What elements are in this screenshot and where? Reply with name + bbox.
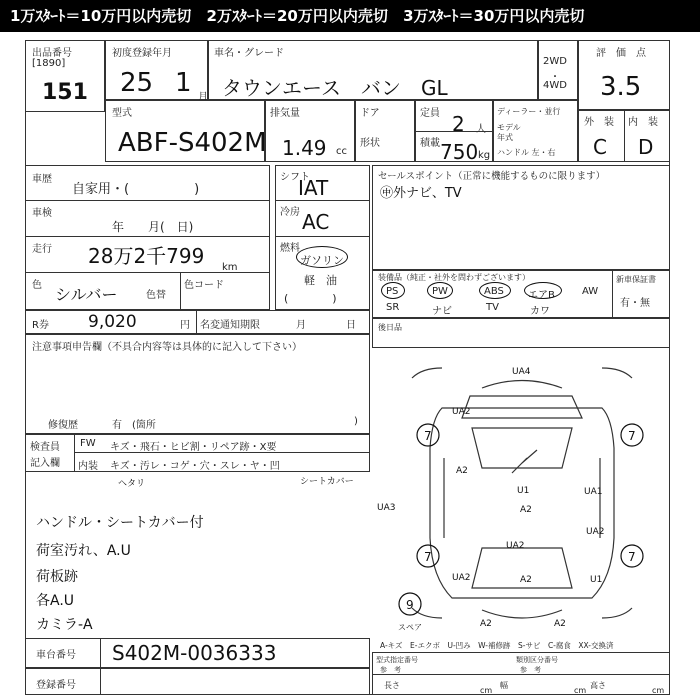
wheel-7-fr: 7 xyxy=(628,429,636,443)
color-code-label: 色コード xyxy=(184,280,224,291)
fuel-gas-circle xyxy=(296,246,348,268)
ac-label: 冷房 xyxy=(280,207,300,218)
shift-value: IAT xyxy=(298,176,329,200)
ref-label-2: 参 考 xyxy=(520,666,541,674)
tax-label: 名変通知期限 xyxy=(200,320,260,331)
dmg-a2-bottom-left: A2 xyxy=(480,619,492,629)
damage-legend: A-キズ E-エクボ U-凹み W-補修跡 S-サビ C-腐食 XX-交換済 xyxy=(380,641,614,650)
dmg-ua2-bottom: UA2 xyxy=(506,541,525,551)
drive-dot: ・ xyxy=(550,72,560,83)
warranty-value: 有・無 xyxy=(620,298,650,309)
inspection-label: 車検 xyxy=(32,208,52,219)
handwritten-line-4: 各A.U xyxy=(36,593,75,609)
equip-abs-circle xyxy=(479,282,511,299)
note-seat-cover: シートカバー xyxy=(300,477,354,487)
width-unit: cm xyxy=(574,686,587,695)
warranty-label: 新車保証書 xyxy=(616,275,656,284)
dmg-ua4: UA4 xyxy=(512,367,531,377)
reg-label: 登録番号 xyxy=(36,680,76,691)
fuel-label: 燃料 xyxy=(280,243,300,254)
repair-label: 修復歴 xyxy=(48,420,78,431)
model-label: 型式 xyxy=(112,108,132,119)
mileage-label: 走行 xyxy=(32,244,52,255)
tax-day: 日 xyxy=(346,320,356,331)
displacement-unit: cc xyxy=(336,146,347,157)
after-box xyxy=(372,318,670,348)
banner-text-1: 1万ｽﾀｰﾄ＝10万円以内売切 xyxy=(10,7,192,25)
drive-4wd: 4WD xyxy=(543,80,567,91)
equip-airbag: エアB xyxy=(528,290,555,301)
shape-label: 形状 xyxy=(360,138,380,149)
displacement-label: 排気量 xyxy=(270,108,300,119)
length-unit: cm xyxy=(480,686,493,695)
chassis-value: S402M-0036333 xyxy=(112,641,277,665)
dmg-a2-lower: A2 xyxy=(520,575,532,585)
height-unit: cm xyxy=(652,686,665,695)
car-name: タウンエース バン GL xyxy=(222,76,448,100)
equip-pw: PW xyxy=(432,286,448,297)
score-label: 評 価 点 xyxy=(596,48,646,59)
dmg-ua3-left: UA3 xyxy=(377,503,396,513)
wheel-7-fl: 7 xyxy=(424,429,432,443)
dealer-label: ディーラー・並行 xyxy=(497,107,561,116)
first-reg-month: 1 xyxy=(175,68,192,98)
load-unit: kg xyxy=(478,150,491,161)
banner-text-3: 3万ｽﾀｰﾄ＝30万円以内売切 xyxy=(403,7,585,25)
dmg-ua1-right: UA1 xyxy=(584,487,603,497)
equip-ps-circle xyxy=(381,282,405,299)
interior-grade: D xyxy=(638,135,654,159)
equip-abs: ABS xyxy=(484,286,504,297)
dmg-a2-center: A2 xyxy=(520,505,532,515)
inspection-value: 年 月( 日) xyxy=(112,220,194,234)
mileage-value: 28万2千799 xyxy=(88,244,205,268)
ref-label-1: 参 考 xyxy=(380,666,401,674)
capacity-label: 定員 xyxy=(420,108,440,119)
dmg-u1-center: U1 xyxy=(517,486,530,496)
score-value: 3.5 xyxy=(600,72,642,102)
model-year-label: モデル xyxy=(497,123,521,132)
spare-number: 9 xyxy=(406,598,414,612)
shift-label: シフト xyxy=(280,172,310,183)
handle-label: ハンドル 左・右 xyxy=(497,148,556,157)
recycle-box xyxy=(25,310,370,334)
equip-ps: PS xyxy=(386,286,399,297)
width-label: 幅 xyxy=(500,681,508,690)
first-reg-label: 初度登録年月 xyxy=(112,48,172,59)
spare-label: スペア xyxy=(398,623,422,632)
lot-number: 151 xyxy=(42,80,88,105)
interior-label: 内 装 xyxy=(628,117,658,128)
recycle-label: R券 xyxy=(32,320,49,331)
inspector-label-2: 記入欄 xyxy=(30,458,60,469)
equipment-label: 装備品（純正・社外を問わずございます） xyxy=(378,273,530,282)
color-label: 色 xyxy=(32,280,42,291)
fw-label: FW xyxy=(80,438,96,449)
equip-navi: ナビ xyxy=(432,306,452,317)
inspector-label-1: 検査員 xyxy=(30,442,60,453)
wheel-7-rl: 7 xyxy=(424,550,432,564)
note-sagging: ヘタリ xyxy=(118,479,146,489)
capacity-unit: 人 xyxy=(476,124,486,135)
handwritten-line-3: 荷板跡 xyxy=(36,569,78,585)
wheel-7-rr: 7 xyxy=(628,550,636,564)
banner-text-2: 2万ｽﾀｰﾄ＝20万円以内売切 xyxy=(206,7,388,25)
displacement-value: 1.49 xyxy=(282,136,327,160)
dmg-ua2-lower: UA2 xyxy=(452,573,471,583)
load-label: 積載 xyxy=(420,138,440,149)
fuel-light: 軽 油 xyxy=(304,274,337,287)
first-reg-month-unit: 月 xyxy=(198,92,208,103)
equip-tv: TV xyxy=(486,302,499,313)
mileage-unit: km xyxy=(222,262,238,273)
recycle-value: 9,020 xyxy=(88,312,137,332)
capacity-value: 2 xyxy=(452,112,465,136)
handwritten-line-1: ハンドル・シートカバー付 xyxy=(36,515,204,531)
equip-pw-circle xyxy=(427,282,453,299)
model-value: ABF-S402M xyxy=(118,128,267,158)
spec-label-1: 型式指定番号 xyxy=(376,656,418,664)
equip-sr: SR xyxy=(386,302,400,313)
repair-close: ) xyxy=(354,416,358,427)
color-swap-label: 色替 xyxy=(146,290,166,301)
fuel-gas: ガソリン xyxy=(300,254,344,267)
handwritten-line-2: 荷室汚れ、A.U xyxy=(36,543,131,559)
dmg-a2-bottom-right: A2 xyxy=(554,619,566,629)
car-damage-diagram xyxy=(372,348,670,638)
height-label: 高さ xyxy=(590,681,606,690)
fw-items: キズ・飛石・ヒビ割・リペア跡・X要 xyxy=(110,442,277,453)
exterior-grade: C xyxy=(593,135,607,159)
dmg-ua2-left: UA2 xyxy=(452,407,471,417)
lot-label: 出品番号 xyxy=(32,48,72,59)
dmg-ua2-right: UA2 xyxy=(586,527,605,537)
repair-value: 有 (箇所 xyxy=(112,420,156,431)
lot-sub: [1890] xyxy=(32,58,66,69)
door-label: ドア xyxy=(360,108,380,119)
spec-label-2: 類別区分番号 xyxy=(516,656,558,664)
exterior-label: 外 装 xyxy=(584,117,614,128)
handwritten-line-5: カミラ-A xyxy=(36,617,93,633)
selling-points-value: ㊥外ナビ、TV xyxy=(380,186,462,201)
equip-aw: AW xyxy=(582,286,599,297)
after-label: 後日品 xyxy=(378,323,402,332)
color-value: シルバー xyxy=(55,285,118,304)
load-value: 750 xyxy=(440,140,479,164)
notes-label: 注意事項申告欄（不具合内容等は具体的に記入して下さい） xyxy=(32,342,302,353)
auction-banner xyxy=(0,0,700,32)
equip-airbag-circle xyxy=(524,282,562,299)
inspector-interior-label: 内装 xyxy=(78,461,98,472)
ac-value: AC xyxy=(302,210,330,234)
reg-box xyxy=(25,668,370,695)
first-reg-year: 25 xyxy=(120,68,154,98)
model-year-sub: 年式 xyxy=(497,133,513,142)
fuel-paren: ( ) xyxy=(284,292,337,305)
history-value: 自家用・( ) xyxy=(72,182,200,197)
history-label: 車歴 xyxy=(32,174,52,185)
dmg-u1-lower: U1 xyxy=(590,575,603,585)
recycle-unit: 円 xyxy=(180,320,190,331)
inspector-interior-items: キズ・汚レ・コゲ・穴・スレ・ヤ・凹 xyxy=(110,461,280,472)
tax-month: 月 xyxy=(296,320,306,331)
name-label: 車名・グレード xyxy=(214,48,284,59)
selling-points-label: セールスポイント（正常に機能するものに限ります） xyxy=(378,171,606,182)
dmg-a2-left: A2 xyxy=(456,466,468,476)
equip-leather: カワ xyxy=(530,306,550,317)
chassis-label: 車台番号 xyxy=(36,650,76,661)
drive-2wd: 2WD xyxy=(543,56,567,67)
length-label: 長さ xyxy=(384,681,400,690)
